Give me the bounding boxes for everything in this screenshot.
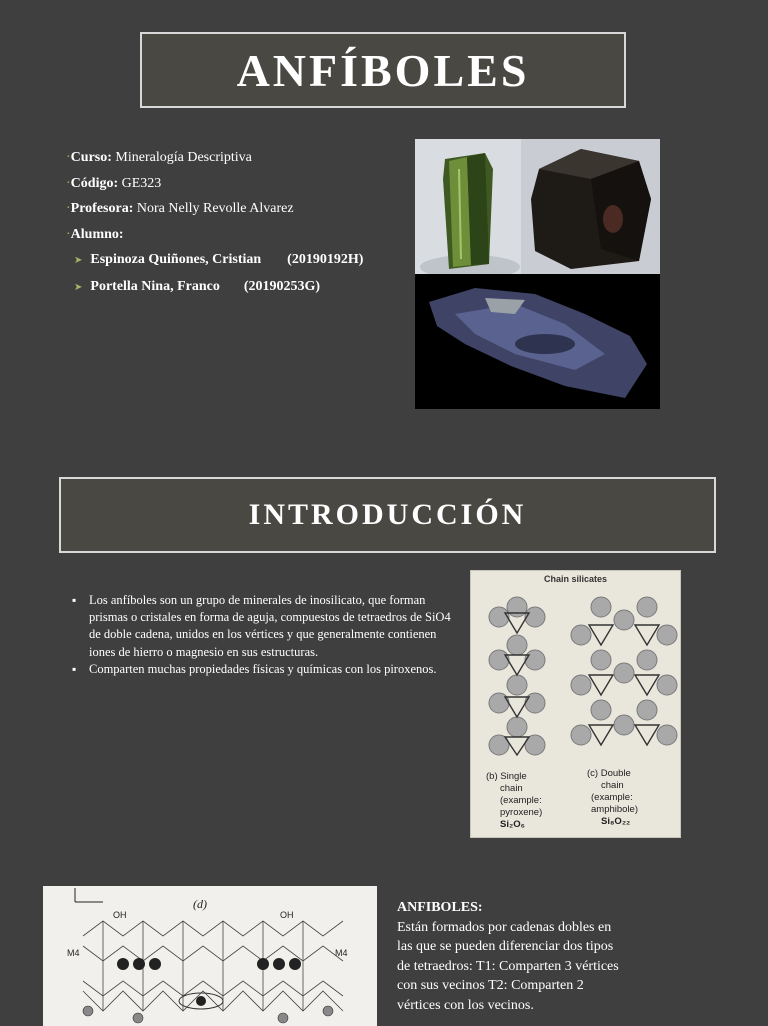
profesora-row: ·Profesora: Nora Nelly Revolle Alvarez xyxy=(66,201,294,216)
bullet-arrow-icon: ➤ xyxy=(74,255,83,266)
mineral-photos xyxy=(415,139,660,409)
student-row xyxy=(66,274,363,301)
codigo-value: GE323 xyxy=(121,175,162,191)
curso-value: Mineralogía Descriptiva xyxy=(115,150,252,165)
course-info xyxy=(66,145,363,300)
curso-label: Curso: xyxy=(70,150,112,165)
student-row xyxy=(66,247,363,274)
bullet-arrow-icon: ➤ xyxy=(74,281,83,293)
student-code: (20190192H) xyxy=(287,252,364,267)
dark-mineral-photo xyxy=(415,274,660,409)
oh-label: OH xyxy=(113,910,127,920)
alumno-label: Alumno: xyxy=(70,226,124,242)
intro-bullets xyxy=(72,592,452,678)
double-chain-label: (c) Double chain (example: amphibole) Si₈O₂₂ xyxy=(587,768,638,827)
anfiboles-description xyxy=(397,898,625,1015)
codigo-row: ·Código: GE323 xyxy=(66,175,162,191)
profesora-label: Profesora: xyxy=(70,201,134,216)
anfiboles-text: Están formados por cadenas dobles en las que se pueden diferenciar dos tipos de tetraedros: T1: Comparten 3 vértices con sus vecinos T2: Comparten 2 vértices con los vecinos. xyxy=(397,919,619,1013)
list-item: ▪ Los anfíboles son un grupo de minerales de inosilicato, que forman prismas o cristales en forma de aguja, compuestos de tetraedros de SiO4 de doble cadena, unidos en los vértices y que generalmente contienen iones de hierro o magnesio en sus estructuras. xyxy=(72,592,452,661)
alumno-row: ·Alumno: xyxy=(66,226,124,242)
intro-title: INTRODUCCIÓN xyxy=(248,498,527,531)
oh-label: OH xyxy=(280,910,294,920)
amphibole-structure-figure xyxy=(43,886,377,1026)
single-chain-label: (b) Single chain (example: pyroxene) Si₂O₆ xyxy=(486,771,543,830)
curso-row: ·Curso: Mineralogía Descriptiva xyxy=(66,150,252,165)
list-item: ▪ Comparten muchas propiedades físicas y químicas con los piroxenos. xyxy=(72,661,452,678)
student-name: Portella Nina, Franco xyxy=(90,278,220,294)
black-crystal-photo xyxy=(521,139,660,274)
green-crystal-photo xyxy=(415,139,521,274)
title-box xyxy=(140,32,626,108)
student-code: (20190253G) xyxy=(243,278,321,294)
profesora-value: Nora Nelly Revolle Alvarez xyxy=(136,201,294,216)
m4-label: M4 xyxy=(67,948,80,958)
page-title: ANFÍBOLES xyxy=(236,44,530,96)
chain-silicates-figure xyxy=(470,570,681,838)
anfiboles-heading: ANFIBOLES: xyxy=(397,900,483,915)
m4-label: M4 xyxy=(335,948,348,958)
structure-label-d: (d) xyxy=(193,897,207,911)
chain-figure-title: Chain silicates xyxy=(543,574,608,584)
codigo-label: Código: xyxy=(70,175,119,191)
student-name: Espinoza Quiñones, Cristian xyxy=(90,252,262,267)
intro-box xyxy=(59,477,716,553)
